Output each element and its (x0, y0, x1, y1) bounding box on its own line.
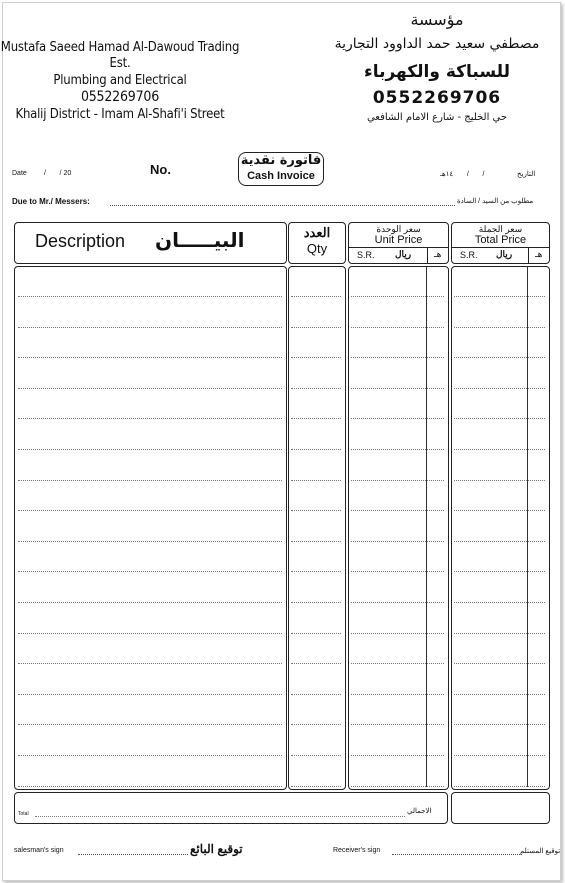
table-row-line (351, 663, 444, 664)
table-row-line (291, 327, 341, 328)
table-row-line (454, 327, 545, 328)
table-row-line (18, 357, 282, 358)
description-header-en: Description (35, 231, 126, 251)
table-row-line (454, 296, 545, 297)
table-row-line (351, 602, 444, 603)
table-row-line (291, 786, 341, 787)
table-row-line (351, 418, 444, 419)
total-price-header-en: Total Price (474, 234, 527, 246)
table-row-line (454, 694, 545, 695)
table-row-line (351, 449, 444, 450)
unit-price-riyal: ريال (395, 249, 412, 259)
total-price-column (451, 266, 550, 790)
table-row-line (454, 480, 545, 481)
total-row (14, 792, 448, 824)
company-en-name: Mustafa Saeed Hamad Al-Dawoud Trading (0, 40, 240, 55)
table-row-line (454, 755, 545, 756)
table-row-line (18, 694, 282, 695)
qty-header (288, 222, 346, 264)
company-ar-est: مؤسسة (410, 10, 464, 29)
table-row-line (18, 418, 282, 419)
due-to-line (110, 205, 455, 206)
due-to-ar: مطلوب من السيد / السادة (457, 198, 534, 205)
unit-price-header-en: Unit Price (374, 234, 423, 246)
total-price-riyal: ريال (496, 249, 513, 259)
table-row-line (18, 571, 282, 572)
due-to-label: Due to Mr./ Messers: (12, 197, 90, 206)
unit-price-header (348, 222, 449, 264)
table-row-line (18, 724, 282, 725)
table-row-line (454, 418, 545, 419)
table-row-line (454, 786, 545, 787)
table-row-line (18, 296, 282, 297)
description-header (14, 222, 287, 264)
table-row-line (351, 786, 444, 787)
table-row-line (454, 357, 545, 358)
table-row-line (291, 602, 341, 603)
table-row-line (351, 327, 444, 328)
date-ar-slashes: / / ١٤هـ (440, 171, 485, 178)
total-price-header (451, 222, 550, 264)
total-price-divider (452, 247, 549, 248)
salesman-sign-label: salesman's sign (14, 847, 64, 854)
total-label-ar: الاجمالي (407, 808, 432, 815)
unit-price-divider (349, 247, 448, 248)
table-row-line (454, 449, 545, 450)
table-row-line (18, 449, 282, 450)
company-ar-activity: للسباكة والكهرباء (364, 62, 510, 82)
qty-column (288, 266, 346, 790)
table-row-line (454, 571, 545, 572)
table-row-line (454, 602, 545, 603)
table-row-line (291, 694, 341, 695)
table-row-line (18, 602, 282, 603)
table-row-line (351, 571, 444, 572)
table-row-line (351, 510, 444, 511)
company-en-address: Khalij District - Imam Al-Shafi'i Street (15, 107, 225, 122)
description-column (14, 266, 287, 790)
table-row-line (454, 388, 545, 389)
table-row-line (454, 663, 545, 664)
table-row-line (291, 510, 341, 511)
table-row-line (351, 633, 444, 634)
total-line (35, 816, 405, 817)
table-row-line (291, 633, 341, 634)
table-row-line (351, 724, 444, 725)
table-row-line (291, 388, 341, 389)
unit-price-halala-separator (426, 267, 427, 787)
total-amount-box (451, 792, 550, 824)
table-row-line (351, 755, 444, 756)
table-row-line (291, 296, 341, 297)
table-row-line (351, 541, 444, 542)
qty-header-ar: العدد (303, 225, 331, 240)
description-header-ar: البيـــــان (155, 228, 245, 252)
unit-price-header-ar: سعر الوحدة (376, 224, 421, 234)
company-ar-address: حي الخليج - شارع الامام الشافعي (366, 112, 508, 123)
table-row-line (18, 663, 282, 664)
salesman-sign-line (78, 854, 188, 855)
invoice-title-en: Cash Invoice (247, 170, 315, 182)
table-row-line (18, 755, 282, 756)
table-row-line (351, 357, 444, 358)
company-ar-phone: 0552269706 (372, 88, 502, 108)
receiver-sign-ar: توقيع المستلم (520, 848, 561, 855)
table-row-line (291, 755, 341, 756)
table-row-line (18, 510, 282, 511)
total-price-halala: هـ (535, 249, 543, 259)
salesman-sign-ar: توقيع البائع (190, 842, 243, 856)
table-row-line (291, 418, 341, 419)
table-row-line (18, 541, 282, 542)
table-row-line (291, 724, 341, 725)
table-row-line (18, 633, 282, 634)
receiver-sign-line (392, 854, 522, 855)
table-row-line (291, 663, 341, 664)
total-price-sr: S.R. (460, 250, 478, 260)
table-row-line (351, 480, 444, 481)
company-en-est: Est. (109, 56, 131, 71)
table-row-line (18, 388, 282, 389)
unit-price-sr: S.R. (357, 250, 375, 260)
table-row-line (18, 480, 282, 481)
date-slashes: / / 20 (44, 170, 72, 177)
receiver-sign-label: Receiver's sign (333, 847, 381, 854)
table-row-line (291, 571, 341, 572)
table-row-line (351, 388, 444, 389)
table-row-line (291, 357, 341, 358)
unit-price-halala: هـ (434, 249, 442, 259)
table-row-line (351, 296, 444, 297)
table-row-line (291, 541, 341, 542)
table-row-line (291, 480, 341, 481)
table-row-line (291, 449, 341, 450)
date-ar-label: التاريخ (517, 171, 536, 178)
unit-price-subdivider (427, 247, 428, 263)
qty-header-en: Qty (306, 241, 328, 256)
company-en-activity: Plumbing and Electrical (53, 73, 187, 88)
unit-price-column (348, 266, 449, 790)
table-row-line (454, 510, 545, 511)
invoice-number-label: No. (150, 162, 171, 177)
table-row-line (454, 541, 545, 542)
company-ar-name: مصطفي سعيد حمد الداوود التجارية (334, 36, 540, 52)
table-row-line (454, 633, 545, 634)
table-row-line (18, 786, 282, 787)
total-price-halala-separator (527, 267, 528, 787)
invoice-title-ar: فاتورة نقدية (240, 153, 322, 168)
date-label: Date (12, 170, 27, 177)
table-row-line (18, 327, 282, 328)
table-row-line (454, 724, 545, 725)
total-price-subdivider (528, 247, 529, 263)
invoice-title-badge (238, 152, 324, 186)
table-row-line (351, 694, 444, 695)
company-en-phone: 0552269706 (80, 89, 160, 105)
total-label-en: Total (18, 811, 29, 817)
total-price-header-ar: سعر الجملة (478, 224, 523, 234)
